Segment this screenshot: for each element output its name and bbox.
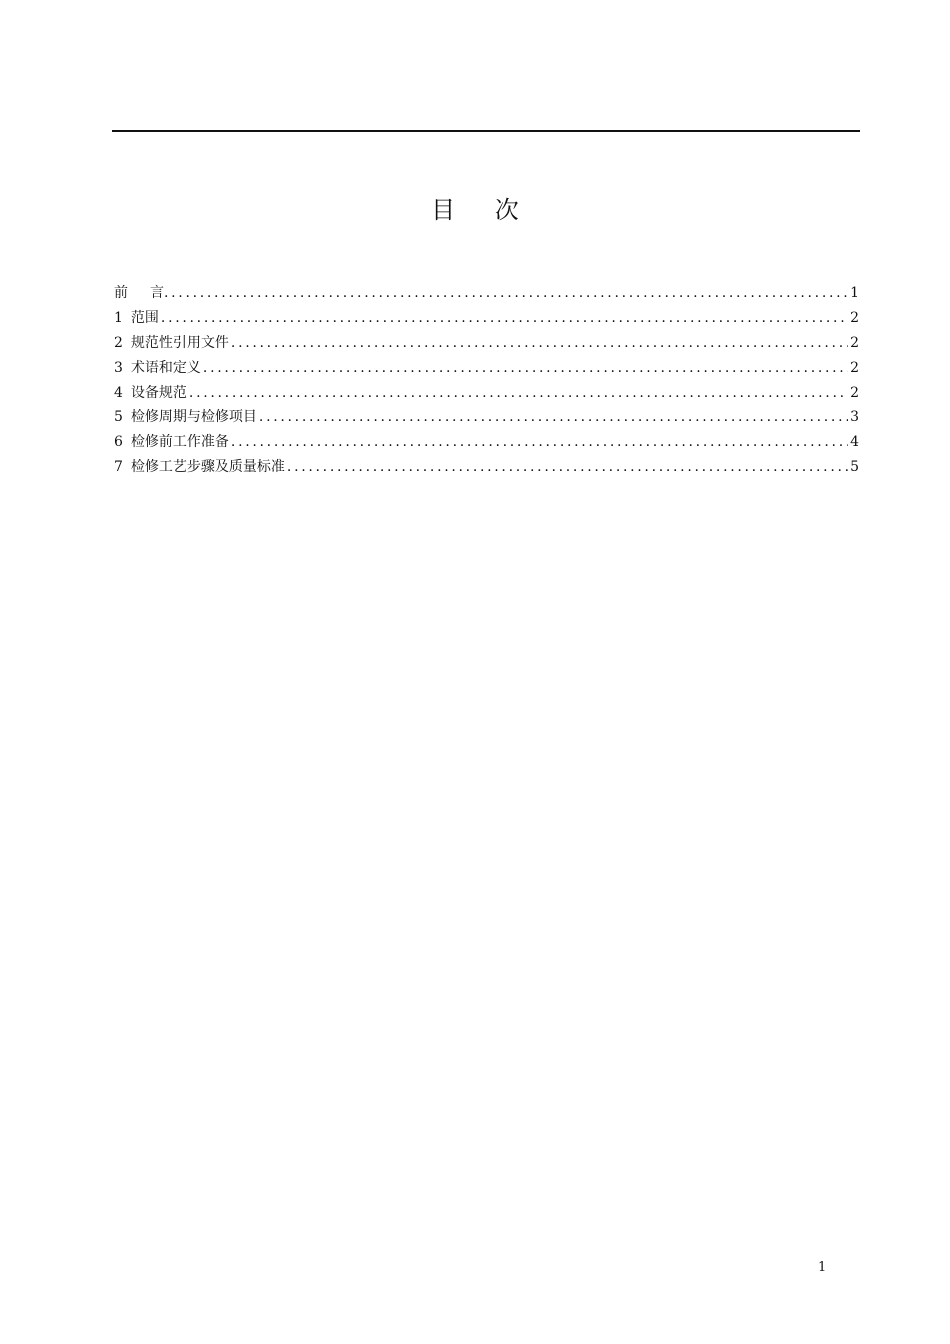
header-rule xyxy=(112,130,860,132)
toc-entry-scope[interactable] xyxy=(114,306,859,331)
toc-entry-number: 1 xyxy=(114,309,123,326)
toc-list xyxy=(114,281,859,480)
toc-dot-leader xyxy=(287,455,848,479)
toc-dot-leader xyxy=(164,281,848,305)
toc-entry-page: 1 xyxy=(850,285,859,301)
toc-entry-page: 3 xyxy=(850,409,859,426)
toc-dot-leader xyxy=(231,430,848,454)
toc-entry-label: 术语和定义 xyxy=(130,359,201,376)
toc-dot-leader xyxy=(231,331,848,355)
toc-entry-page: 4 xyxy=(850,434,859,451)
toc-entry-preface[interactable] xyxy=(114,281,859,306)
toc-entry-label: 范围 xyxy=(130,309,159,326)
toc-entry-number: 2 xyxy=(114,334,123,351)
toc-entry-number: 7 xyxy=(114,459,123,476)
toc-entry-number: 3 xyxy=(114,359,123,376)
toc-dot-leader xyxy=(203,356,848,380)
toc-dot-leader xyxy=(259,405,848,429)
toc-entry-label: 检修前工作准备 xyxy=(130,434,229,451)
toc-entry-page: 2 xyxy=(850,384,859,401)
toc-entry-number: 4 xyxy=(114,384,123,401)
toc-entry-label: 设备规范 xyxy=(130,384,187,401)
toc-dot-leader xyxy=(161,306,848,330)
toc-entry-label: 前言 xyxy=(114,285,186,301)
toc-entry-process-quality[interactable] xyxy=(114,455,859,480)
toc-entry-equipment-specs[interactable] xyxy=(114,381,859,406)
toc-entry-label: 检修周期与检修项目 xyxy=(130,409,257,426)
toc-entry-page: 2 xyxy=(850,334,859,351)
page-number: 1 xyxy=(818,1260,827,1275)
toc-entry-page: 2 xyxy=(850,309,859,326)
toc-entry-preparation[interactable] xyxy=(114,430,859,455)
toc-entry-page: 5 xyxy=(850,459,859,476)
toc-entry-normative-references[interactable] xyxy=(114,331,859,356)
toc-entry-label: 检修工艺步骤及质量标准 xyxy=(130,459,285,476)
toc-entry-label: 规范性引用文件 xyxy=(130,334,229,351)
toc-title: 目 次 xyxy=(431,196,535,224)
toc-entry-maintenance-cycle[interactable] xyxy=(114,405,859,430)
toc-entry-number: 6 xyxy=(114,434,123,451)
toc-entry-page: 2 xyxy=(850,359,859,376)
toc-entry-number: 5 xyxy=(114,409,123,426)
toc-entry-terms-definitions[interactable] xyxy=(114,356,859,381)
toc-dot-leader xyxy=(189,381,848,405)
